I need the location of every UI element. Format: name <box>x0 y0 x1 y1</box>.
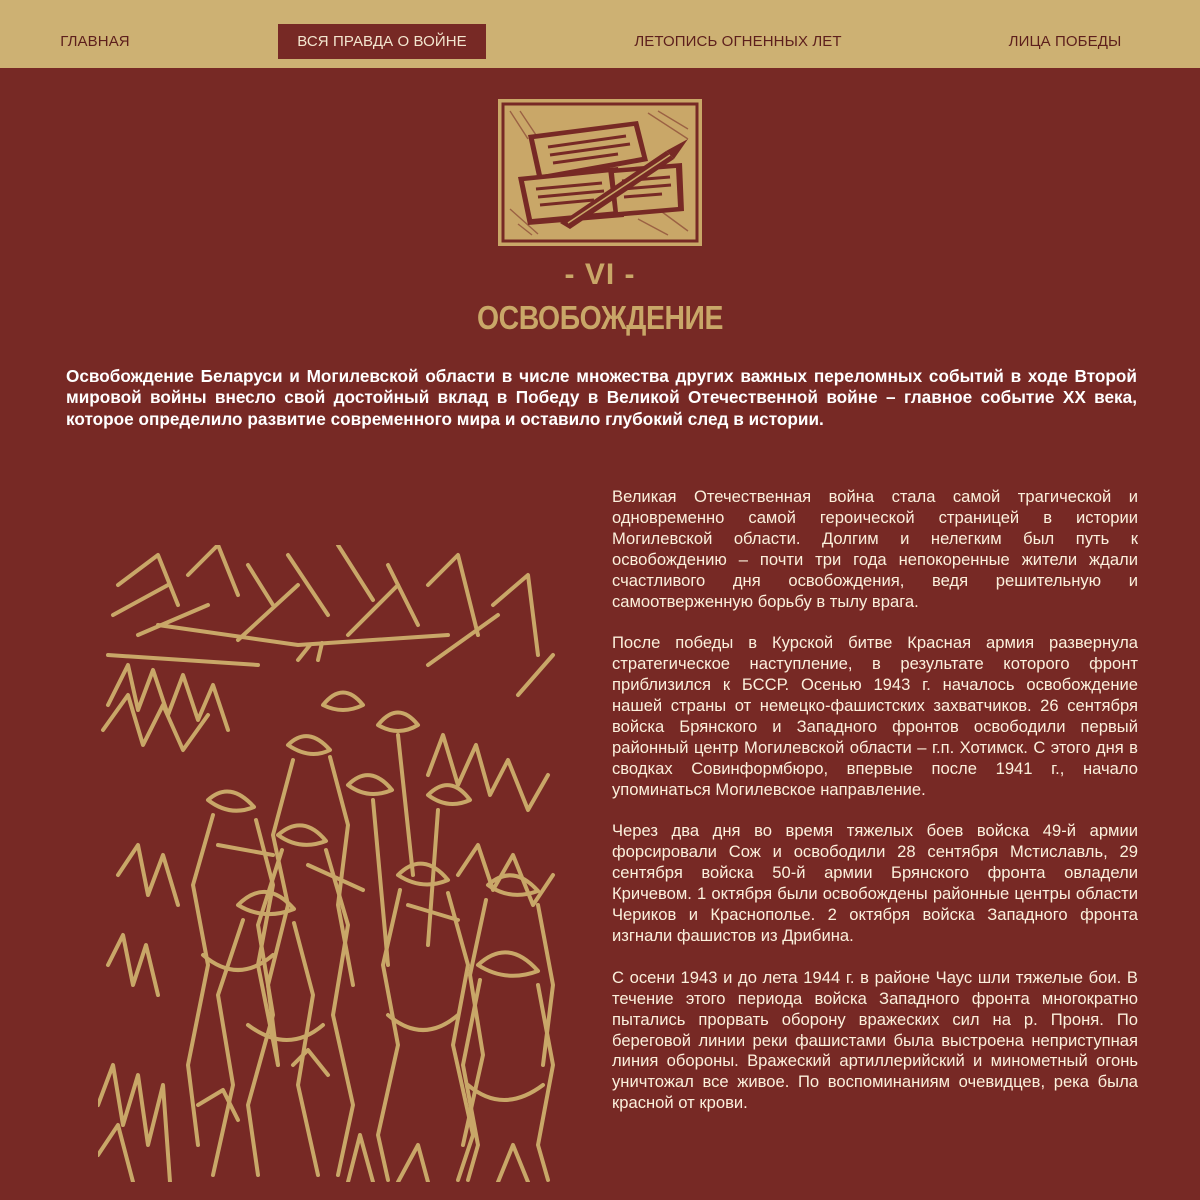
article-paragraph: После победы в Курской битве Красная армия развернула стратегическое наступление, в результате которого фронт приблизился к БССР. Осенью 1943 г. началось освобождение нашей страны от немецко-фашистских захватчиков. 26 сентября войска Брянского и Западного фронтов освободили первый районный центр Могилевской области – г.п. Хотимск. С этого дня в сводках Совинформбюро, впервые после 1941 г., начало упоминаться Могилевское направление. <box>612 633 1138 799</box>
soldiers-sketch-icon <box>98 545 560 1182</box>
nav-link-home[interactable]: ГЛАВНАЯ <box>60 33 130 50</box>
nav-link-chronicle[interactable]: ЛЕТОПИСЬ ОГНЕННЫХ ЛЕТ <box>634 33 842 50</box>
top-navigation <box>0 0 1200 68</box>
article-paragraph: С осени 1943 и до лета 1944 г. в районе Чаус шли тяжелые бои. В течение этого периода войска Западного фронта многократно пытались прорвать оборону вражеских сил на р. Проня. По береговой линии реки фашистами была выстроена неприступная линия обороны. Вражеский артиллерийский и минометный огонь уничтожал все живое. По воспоминаниям очевидцев, река была красной от крови. <box>612 967 1138 1113</box>
article-paragraph: Великая Отечественная война стала самой трагической и одновременно самой героической страницей в истории Могилевской области. Долгим и нелегким был путь к освобождению – почти три года непокоренные жители ждали счастливого дня освобождения, ведя решительную и самоотверженную борьбу в тылу врага. <box>612 487 1138 611</box>
nav-link-faces-of-victory[interactable]: ЛИЦА ПОБЕДЫ <box>1008 33 1122 50</box>
chapter-number: - VI - <box>564 258 636 291</box>
chapter-title: ОСВОБОЖДЕНИЕ <box>476 299 723 336</box>
article-body <box>612 487 1138 1135</box>
nav-link-truth-about-war[interactable]: ВСЯ ПРАВДА О ВОЙНЕ <box>278 24 486 59</box>
intro-paragraph: Освобождение Беларуси и Могилевской области в числе множества других важных переломных событий в ходе Второй мировой войны внесло свой достойный вклад в Победу в Великой Отечественной войне – главное событие XX века, которое определило развитие современного мира и оставило глубокий след в истории. <box>66 366 1137 429</box>
documents-emblem-icon <box>498 99 702 246</box>
article-paragraph: Через два дня во время тяжелых боев войска 49-й армии форсировали Сож и освободили 28 сентября Мстиславль, 29 сентября войска 50-й армии Брянского фронта овладели Кричевом. 1 октября были освобождены районные центры области Чериков и Краснополье. 2 октября войска Западного фронта изгнали фашистов из Дрибина. <box>612 821 1138 945</box>
